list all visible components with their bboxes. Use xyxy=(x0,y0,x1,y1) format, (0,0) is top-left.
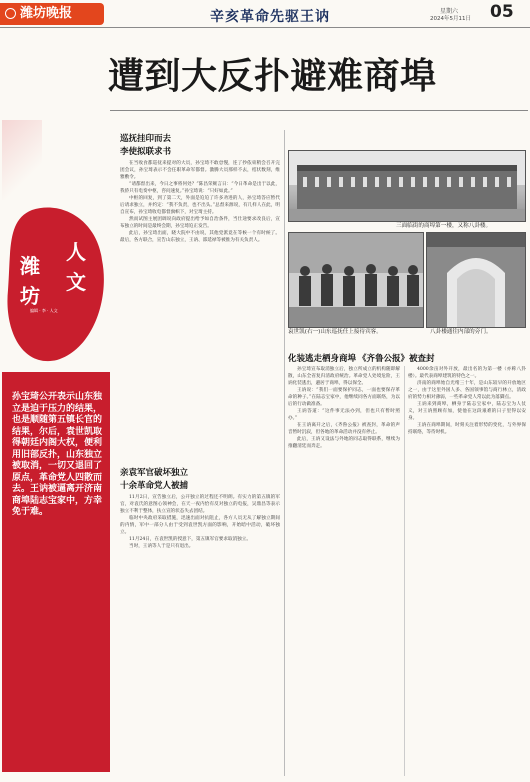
s2-paragraph: 临时中央政府采取措施，迅速出面对抗阻止，各方人员无从了解独立期间的内情，军中一部分人由于受到袁世凯方面的影响，开始暗中活动，破坏独立。 xyxy=(120,516,280,535)
gate-illustration xyxy=(427,233,525,327)
group-portrait-illustration xyxy=(289,233,423,327)
s3-paragraph: 王讷说：“我们一面要保护同志，一面也要保存革命的种子。”在陆志宝家中，他继续同各方面联络，为以后的行动做准备。 xyxy=(288,388,400,407)
section-2-title-1: 亲袁军官破坏独立 xyxy=(120,468,189,478)
s2-paragraph: 当时，王讷等人于是只有退出。 xyxy=(129,544,194,549)
section-2-title-2: 十余革命党人被捕 xyxy=(120,481,189,491)
s3-paragraph: 在王讷离开之后，《齐鲁公报》被查封，革命的声音暂时沉寂，但各地的革命活动并没有停止。 xyxy=(288,423,400,435)
logo-emblem-icon xyxy=(5,8,16,19)
photo-bagua-building xyxy=(288,150,526,222)
section-3-title-2: 《齐鲁公报》被查封 xyxy=(358,354,435,364)
page-number: 05 xyxy=(490,2,514,22)
badge-char-2: 人 xyxy=(66,240,86,264)
s3-paragraph: 孙宝琦宣布取消独立后，独立所成立的机构随即解散，山东全省复归清政府统治。革命党人处境危险，王讷化装逃出，避居于商埠，得以保全。 xyxy=(288,367,400,386)
page-header xyxy=(0,0,530,30)
issue-weekday: 星期六 xyxy=(440,8,459,15)
section-1-title-2: 李使拟联求书 xyxy=(120,147,172,157)
column-divider xyxy=(404,366,405,776)
caption-photo-2: 袁世凯(右一)山东巡抚任上接待宾客。 xyxy=(288,329,382,335)
s2-paragraph: 11月24日，在袁世凯的授意下，第五镇军官要求取消独立。 xyxy=(129,537,251,542)
badge-splash-shape xyxy=(2,200,110,370)
caption-photo-1: 三面临街的商埠第一楼，又称八卦楼。 xyxy=(396,223,492,229)
s1-paragraph: 中枢的回复，到了第二天，外面是迫迫了许多劝进的人，孙宝琦答应暂代后请求独立，并约定：“我不负责，也不出头。”总督来源说，有几样人在此，明自宣布，孙宝琦收电都督旗帜下，对宝琦主持。 xyxy=(120,196,280,215)
intro-text: 孙宝琦公开表示山东独立是迫于压力的结果，也是顺随第五镇长官的结果，尔后，袁世凯取得朝廷内阁大权，便利用旧部反扑，山东独立被取消，一切又退回了原点，革命党人四散而去。王讷被逼离开济南商埠陆志宝家中，方幸免于难。 xyxy=(12,392,103,517)
headline: 遭到大反扑避难商埠 xyxy=(108,56,437,97)
intro-box xyxy=(2,372,110,772)
s3-paragraph: 此后，王讷又设法与外地的同志取得联系，继续为推翻清廷而奔走。 xyxy=(288,437,400,449)
column-badge xyxy=(2,200,110,370)
logo-text: 潍坊晚报 xyxy=(20,6,73,21)
caption-photo-3: 八卦楼通往内部的旁门。 xyxy=(430,329,492,335)
s1-paragraph: 然而试图主展团调说向政府提出给予如自治条件，当仕途要求改良后，宣布独立的时间是最终会期，孙宝琦迫正发告。 xyxy=(120,217,280,229)
issue-date: 2024年5月11日 xyxy=(430,16,471,22)
s4-paragraph: 4000余亩对外开放，最出名的为第一楼（亦称八卦楼）。最代表商埠建筑的特色之一。 xyxy=(408,367,526,379)
s4-paragraph: 济南的商埠始自光绪三十年，是山东较早的开放地区之一，由于这里外国人多、各国领事馆与商行林立，清政府的势力相对薄弱，一些革命党人常以此为落脚点。 xyxy=(408,381,526,400)
badge-char-4: 文 xyxy=(66,270,86,294)
section-4-body xyxy=(408,366,526,776)
s1-paragraph: 此后，孙宝琦出面，晓大院中不由说，其他党派竟在等候一个有时候了。最后，各方联合，宣告山东独立，王讷、邵延禄等被推为有关负责人。 xyxy=(120,231,280,243)
section-2-body xyxy=(120,494,280,776)
s3-paragraph: 王讷答道：“这件事无法办到，但也只有暂时照办。” xyxy=(288,409,400,421)
s1-paragraph: 在当收食都巡抚来提对的大员，孙宝琦不敢怠慢，连了抄依束稍会召开完团会议，孙宝琦表示不会任职革命军都督。激腾大员那样不去，桔状数刻，维雅敷令。 xyxy=(120,161,280,180)
section-1-title-1: 巡抚挂印而去 xyxy=(120,134,172,144)
headline-rule xyxy=(110,110,528,111)
s4-paragraph: 王讷在商埠期间，时刻关注着形势的变化，与外界保持联络，等待时机。 xyxy=(408,423,526,435)
newspaper-logo xyxy=(0,3,104,25)
s2-paragraph: 11月2日，宣告独立后，公开独立的过程还不明朗。有实力的第五镇的军官，对袁氏的意图心领神会，在天一夜内恰有反对独立的电报，吴鼎昌等表示独立不利于整体，扶立宣的状态失去团结。 xyxy=(120,495,280,514)
photo-yuan-shikai xyxy=(288,232,424,328)
badge-small-text: 编辑 · 李 · 人文 xyxy=(30,308,58,313)
section-3-title-1: 化装逃走栖身商埠 xyxy=(288,354,357,364)
header-rule xyxy=(0,27,530,28)
s4-paragraph: 王讷来到商埠，栖身于陆志宝家中，陆志宝为人仗义，对王讷照顾有加，使他在这段艰难的日子里得以安身。 xyxy=(408,402,526,421)
badge-char-1: 潍 xyxy=(20,254,40,278)
badge-char-3: 坊 xyxy=(20,284,40,308)
s1-paragraph: “请都督出来，今日之事将何处？”陈昌荣厥言日：“今日革命是出于以此，我侨只有电奏中枢，咨问速复。”孙宝琦说：“只好如此。” xyxy=(120,182,280,194)
column-divider xyxy=(284,130,285,776)
section-title: 辛亥革命先驱王讷 xyxy=(210,9,330,25)
section-1-body xyxy=(120,160,280,460)
building-illustration xyxy=(289,151,525,221)
section-3-body xyxy=(288,366,400,776)
left-decor xyxy=(2,120,42,200)
photo-side-gate xyxy=(426,232,526,328)
